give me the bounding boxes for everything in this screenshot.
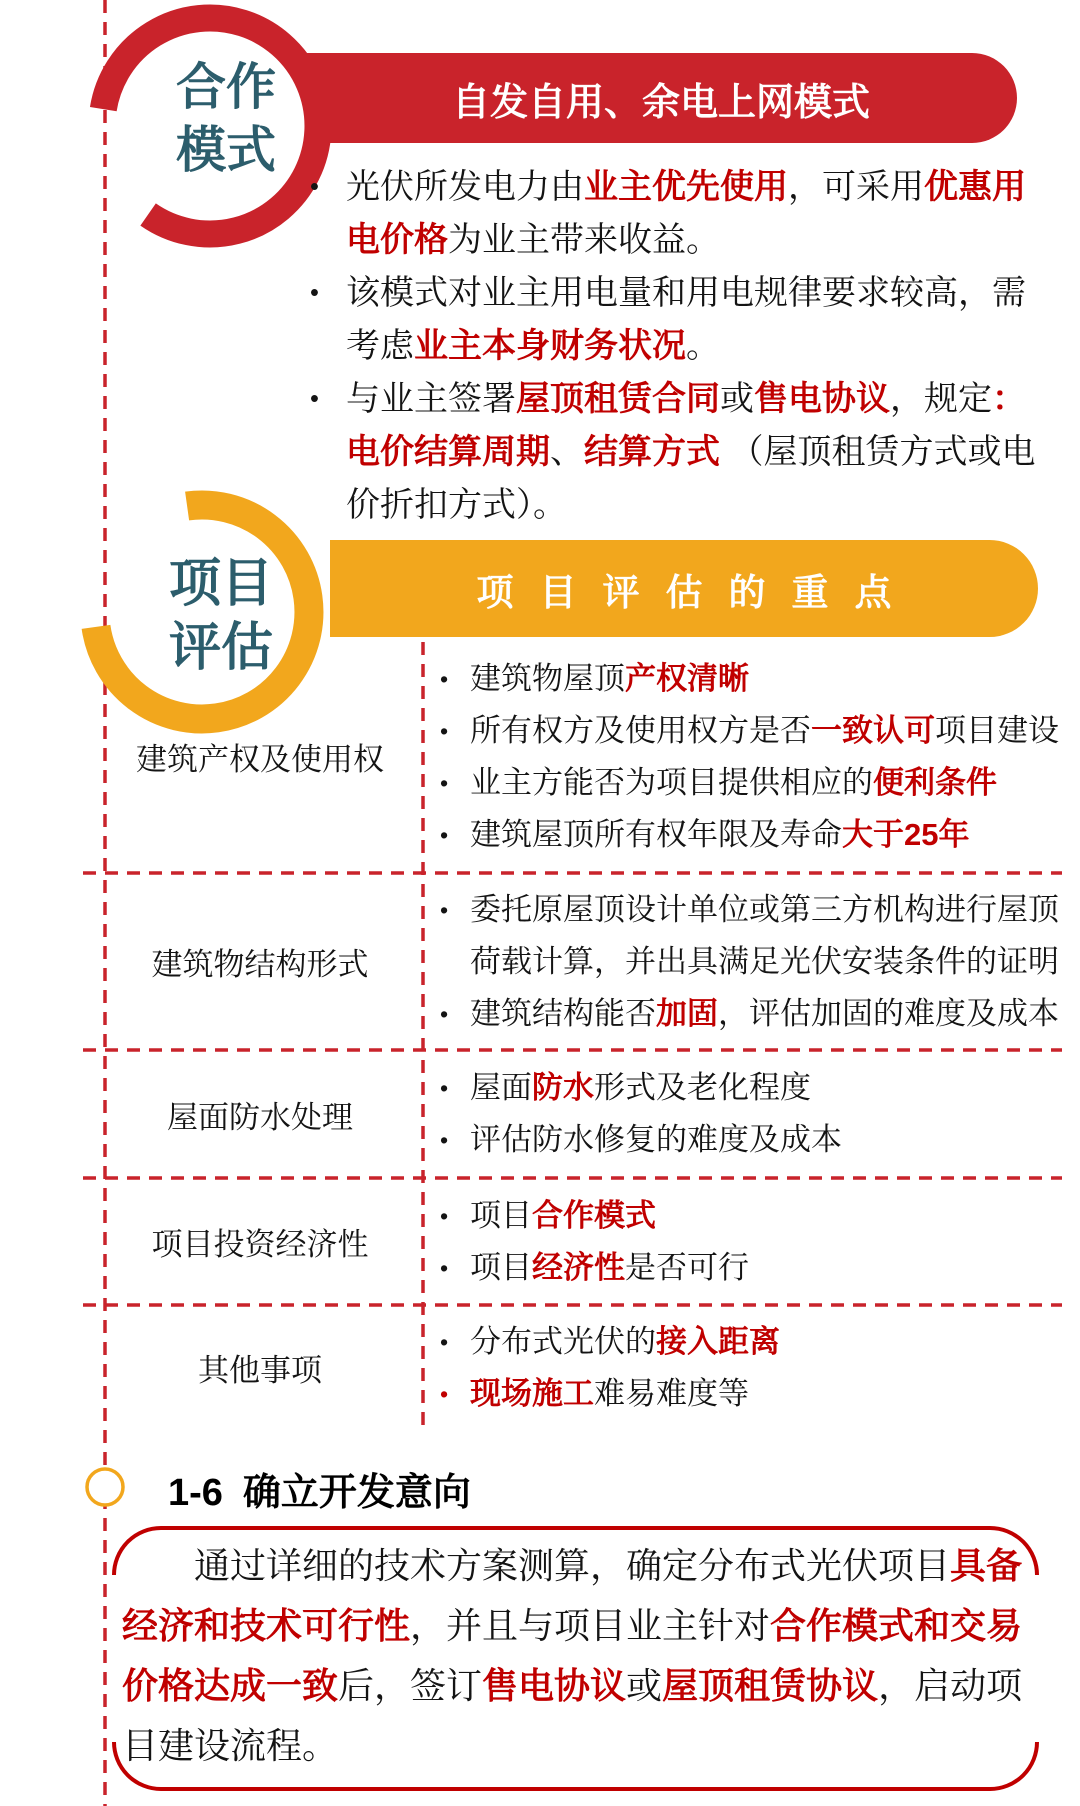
bullet-dot-icon: • <box>440 1380 449 1407</box>
bullet-dot-icon: • <box>440 717 449 744</box>
bullet-text: 现场施工难易难度等 <box>470 1375 749 1411</box>
bullet-text: 分布式光伏的接入距离 <box>470 1323 780 1359</box>
row-label: 屋面防水处理 <box>167 1099 353 1135</box>
table-row <box>97 1178 1062 1305</box>
step-number: 1-6 <box>168 1472 223 1514</box>
bullet-dot-icon: • <box>440 1127 449 1153</box>
list-item <box>440 1242 1062 1294</box>
bullet-dot-icon: • <box>440 1254 449 1281</box>
bullet-dot-icon: • <box>440 1075 449 1101</box>
bullet-text: 项目经济性是否可行 <box>470 1249 749 1285</box>
bullet-text: 屋面防水形式及老化程度 <box>470 1070 811 1105</box>
bullet-dot-icon: • <box>440 769 449 796</box>
bullet-dot-icon: • <box>440 665 449 692</box>
row-bullets <box>440 1178 1062 1305</box>
mode-bullet-list <box>310 161 1046 532</box>
row-label: 项目投资经济性 <box>151 1227 369 1262</box>
bullet-dot-icon: • <box>310 173 319 201</box>
bullet-dot-icon: • <box>310 385 319 413</box>
list-item <box>440 653 1062 705</box>
bullet-dot-icon: • <box>440 1202 449 1229</box>
bullet-text: 建筑物屋顶产权清晰 <box>470 660 749 696</box>
list-item <box>440 757 1062 809</box>
row-bullets <box>440 1050 1062 1178</box>
list-item <box>310 161 1046 267</box>
list-item <box>440 809 1062 861</box>
step-title: 确立开发意向 <box>242 1472 471 1514</box>
summary-paragraph: 通过详细的技术方案测算，确定分布式光伏项目具备经济和技术可行性，并且与项目业主针对合作模式和交易价格达成一致后，签订售电协议或屋顶租赁协议，启动项目建设流程。 <box>122 1545 1023 1766</box>
bullet-text: 业主方能否为项目提供相应的便利条件 <box>470 764 997 800</box>
list-item <box>440 1368 1062 1420</box>
list-item <box>440 1062 1062 1114</box>
list-item <box>440 705 1062 757</box>
mode-banner-title: 自发自用、余电上网模式 <box>451 81 870 124</box>
bullet-text: 项目合作模式 <box>470 1197 656 1233</box>
list-item <box>310 373 1046 532</box>
bullet-text: 光伏所发电力由业主优先使用，可采用优惠用电价格为业主带来收益。 <box>346 168 1026 259</box>
step-heading <box>168 1461 471 1516</box>
bullet-text: 评估防水修复的难度及成本 <box>470 1122 842 1157</box>
evaluation-badge-line2: 评估 <box>168 619 273 677</box>
bullet-text: 建筑结构能否加固，评估加固的难度及成本 <box>470 995 1059 1031</box>
evaluation-banner-title: 项目评估的重点 <box>476 571 918 613</box>
cooperation-badge <box>131 56 321 182</box>
evaluation-banner <box>330 540 1038 637</box>
bullet-text: 建筑屋顶所有权年限及寿命大于25年 <box>470 816 970 852</box>
list-item <box>440 988 1062 1040</box>
bullet-text: 委托原屋顶设计单位或第三方机构进行屋顶荷载计算，并出具满足光伏安装条件的证明 <box>470 891 1059 979</box>
list-item <box>440 1114 1062 1166</box>
cooperation-badge-line2: 模式 <box>176 122 276 178</box>
evaluation-badge-line1: 项目 <box>168 555 273 613</box>
bullet-text: 该模式对业主用电量和用电规律要求较高，需考虑业主本身财务状况。 <box>346 274 1026 365</box>
row-label: 其他事项 <box>198 1353 322 1388</box>
row-bullets <box>440 873 1062 1050</box>
bullet-dot-icon: • <box>440 821 449 848</box>
list-item <box>440 1316 1062 1368</box>
cooperation-badge-line1: 合作 <box>176 59 276 115</box>
bullet-text: 与业主签署屋顶租赁合同或售电协议，规定：电价结算周期、结算方式 （屋顶租赁方式或电价折扣方式）。 <box>346 380 1036 524</box>
bullet-dot-icon: • <box>310 279 319 307</box>
step-marker-circle <box>87 1469 123 1505</box>
bullet-text: 所有权方及使用权方是否一致认可项目建设 <box>470 712 1059 748</box>
row-bullets <box>440 640 1062 873</box>
bullet-dot-icon: • <box>440 896 449 923</box>
table-row <box>97 1050 1062 1178</box>
mode-banner <box>305 53 1017 143</box>
list-item <box>440 884 1062 988</box>
table-row <box>97 640 1062 873</box>
bullet-dot-icon: • <box>440 1328 449 1355</box>
bullet-dot-icon: • <box>440 1000 449 1027</box>
list-item <box>440 1190 1062 1242</box>
row-label: 建筑物结构形式 <box>151 947 369 982</box>
row-label: 建筑产权及使用权 <box>136 742 384 777</box>
list-item <box>310 267 1046 373</box>
table-row <box>97 1305 1062 1430</box>
row-bullets <box>440 1305 1062 1430</box>
table-row <box>97 873 1062 1050</box>
